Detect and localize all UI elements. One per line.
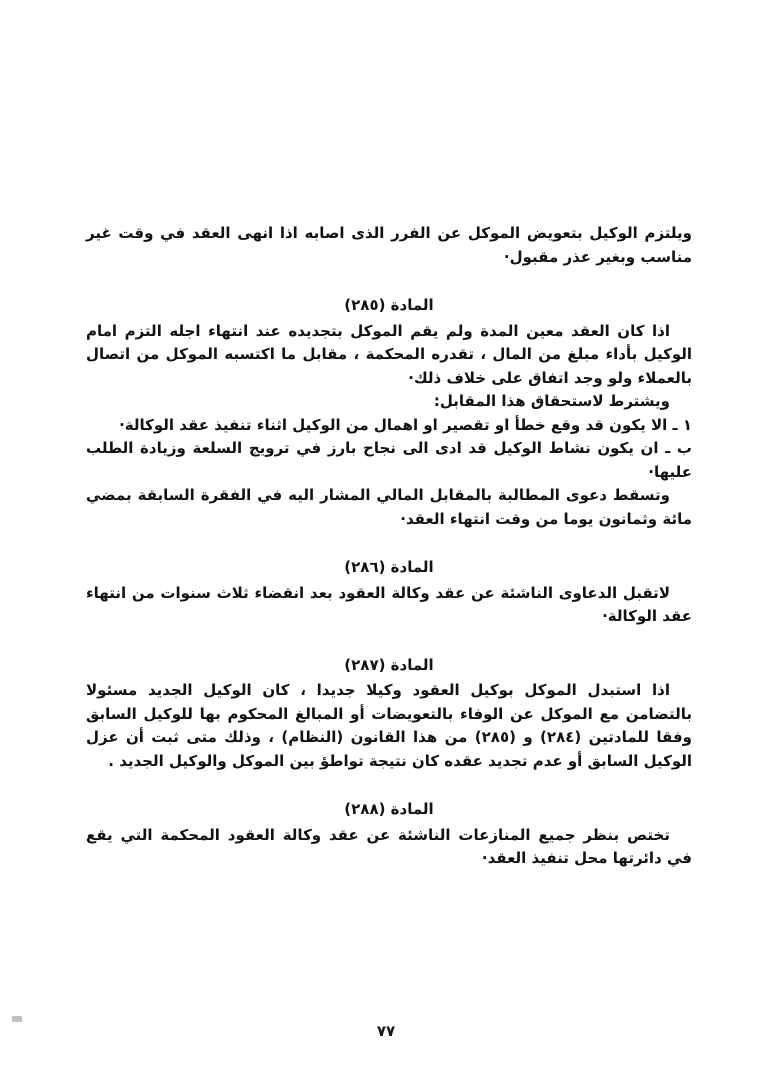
article-285-paragraph-1: اذا كان العقد معين المدة ولم يقم الموكل بتجديده عند انتهاء اجله التزم امام الوكيل بأداء مبلغ من المال ، تقدره المحكمة ، مقابل ما اكتسبه الموكل من اتصال بالعملاء ولو وجد اتفاق على خلاف ذلك·	[86, 321, 692, 387]
page-number-label: ٧٧	[376, 1022, 396, 1040]
document-body	[86, 222, 692, 871]
article-285-paragraph-3: وتسقط دعوى المطالبة بالمقابل المالي المشار اليه في الفقرة السابقة بمضي مائة وثمانون يوما من وقت انتهاء العقد·	[86, 486, 692, 528]
scan-speck-artifact	[12, 1016, 22, 1022]
article-285-paragraph-2: ويشترط لاستحقاق هذا المقابل:	[433, 392, 670, 410]
article-285-heading: المادة (٢٨٥)	[344, 296, 434, 314]
article-288-paragraph-1: تختص بنظر جميع المنازعات الناشئة عن عقد وكالة العقود المحكمة التي يقع في دائرتها محل تنفيذ العقد·	[86, 825, 692, 867]
article-285-item-1: ١ ـ الا يكون قد وقع خطأ او تقصير او اهمال من الوكيل اثناء تنفيذ عقد الوكالة·	[119, 415, 692, 434]
intro-paragraph: ويلتزم الوكيل بتعويض الموكل عن الفرر الذى اصابه اذا انهى العقد في وقت غير مناسب وبغير عذر مقبول·	[86, 224, 692, 266]
article-286-heading: المادة (٢٨٦)	[344, 558, 434, 576]
article-288-heading: المادة (٢٨٨)	[344, 800, 434, 818]
article-286-paragraph-1: لاتقبل الدعاوى الناشئة عن عقد وكالة العقود بعد انقضاء ثلاث سنوات من انتهاء عقد الوكالة·	[86, 583, 692, 625]
article-287-paragraph-1: اذا استبدل الموكل بوكيل العقود وكيلا جديدا ، كان الوكيل الجديد مسئولا بالتضامن مع الموكل عن الوفاء بالتعويضات أو المبالغ المحكوم بها للوكيل السابق وفقا للمادتين (٢٨٤) و (٢٨٥) من هذا القانون (النظام) ، وذلك متى ثبت أن عزل الوكيل السابق أو عدم تجديد عقده كان نتيجة تواطؤ بين الموكل والوكيل الجديد .	[86, 681, 692, 770]
article-287-heading: المادة (٢٨٧)	[344, 655, 434, 674]
article-285-item-b: ب ـ ان يكون نشاط الوكيل قد ادى الى نجاح بارز في ترويج السلعة وزيادة الطلب عليها·	[86, 439, 692, 481]
